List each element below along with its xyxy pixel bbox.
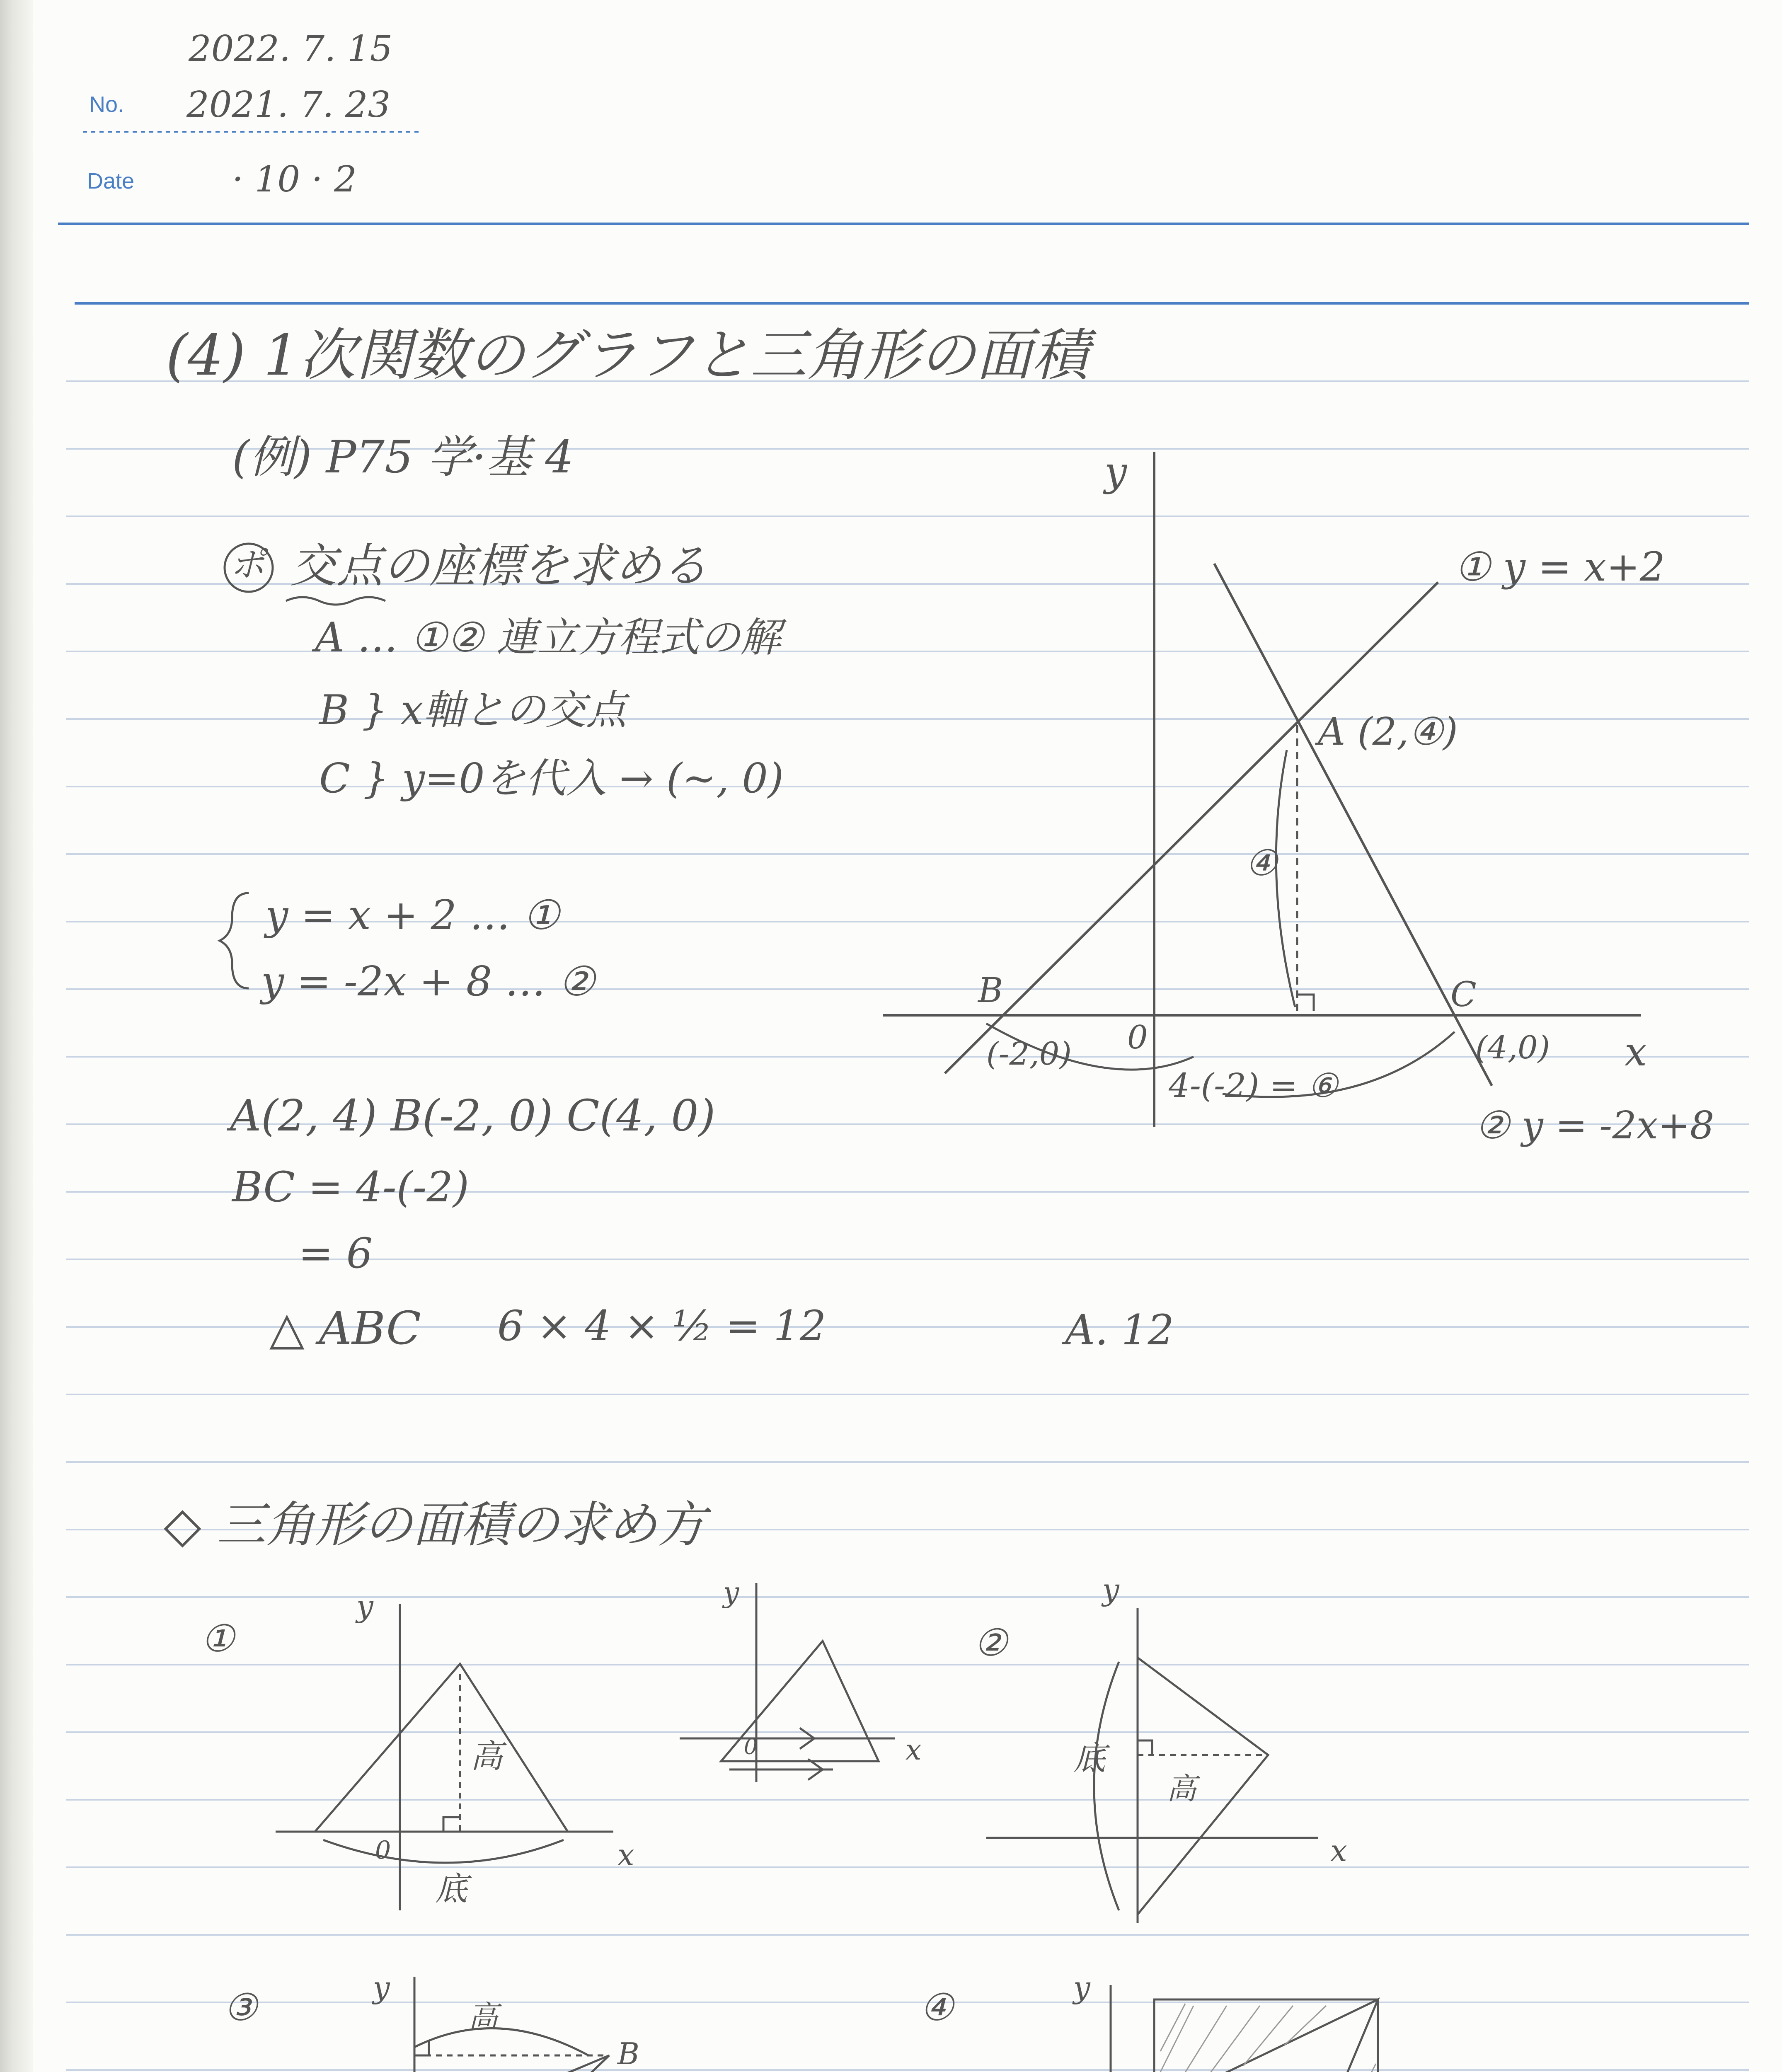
point-mark: ポ (230, 544, 265, 585)
date-entry-3: · 10 · 2 (232, 159, 357, 200)
answer: A. 12 (1065, 1306, 1174, 1354)
case2-height: 高 (1167, 1771, 1197, 1806)
case-3-label: ③ (224, 1986, 257, 2029)
bc-result: = 6 (298, 1229, 373, 1278)
case4-y: y (1073, 1970, 1090, 2005)
graph-point-a: A (2,④) (1318, 709, 1458, 754)
graph-point-c: C (1450, 975, 1477, 1014)
case2-x: x (1330, 1833, 1347, 1868)
graph-line2-label: ② y = -2x+8 (1475, 1103, 1714, 1147)
date-entry-1: 2022. 7. 15 (189, 28, 393, 70)
case3-y: y (373, 1970, 390, 2005)
graph-origin: 0 (1127, 1019, 1148, 1056)
bc-calculation: BC = 4-(-2) (232, 1163, 470, 1211)
case1-x: x (617, 1837, 634, 1872)
case1-height: 高 (470, 1738, 503, 1775)
case1-origin: 0 (375, 1836, 391, 1865)
date-entry-2: 2021. 7. 23 (186, 84, 391, 126)
graph-y-label: y (1104, 448, 1127, 495)
case3-height-top: 高 (468, 1999, 499, 2034)
method-line-b: B } x軸との交点 (319, 687, 627, 734)
graph-x-label: x (1625, 1029, 1647, 1075)
graph-height-label: ④ (1245, 842, 1278, 884)
area-label: △ ABC (269, 1302, 421, 1355)
case2-base: 底 (1073, 1740, 1106, 1777)
case3-point-b: B (617, 2036, 639, 2071)
case1-y: y (356, 1589, 373, 1624)
case-1-label: ① (201, 1617, 235, 1661)
equation-2: y = -2x + 8 … ② (261, 958, 595, 1005)
graph-base-label: 4-(-2) = ⑥ (1169, 1066, 1338, 1105)
case1-base: 底 (435, 1871, 468, 1908)
graph-b-coord: (-2,0) (986, 1035, 1072, 1072)
small-x: x (906, 1734, 922, 1767)
area-calculation: 6 × 4 × ½ = 12 (497, 1302, 826, 1350)
date-label: Date (87, 169, 135, 194)
graph-point-b: B (978, 971, 1003, 1010)
case-4-label: ④ (920, 1986, 954, 2029)
no-label: No. (89, 92, 124, 117)
graph-c-coord: (4,0) (1475, 1029, 1550, 1066)
section2-title: ◇ 三角形の面積の求め方 (164, 1496, 706, 1553)
method-line-a: A … ①② 連立方程式の解 (315, 614, 781, 661)
point-text: 交点の座標を求める (290, 539, 708, 593)
example-reference: (例) P75 学·基 4 (232, 431, 574, 483)
page-title: (4) 1次関数のグラフと三角形の面積 (166, 323, 1089, 388)
case-2-label: ② (974, 1621, 1007, 1665)
small-y: y (723, 1576, 739, 1609)
equation-1: y = x + 2 … ① (265, 892, 559, 939)
graph-line1-label: ① y = x+2 (1455, 544, 1665, 590)
solution-points: A(2, 4) B(-2, 0) C(4, 0) (230, 1090, 716, 1141)
method-line-c: C } y=0を代入 → (~, 0) (319, 755, 784, 802)
case2-y: y (1102, 1572, 1119, 1607)
small-origin: 0 (744, 1735, 758, 1760)
